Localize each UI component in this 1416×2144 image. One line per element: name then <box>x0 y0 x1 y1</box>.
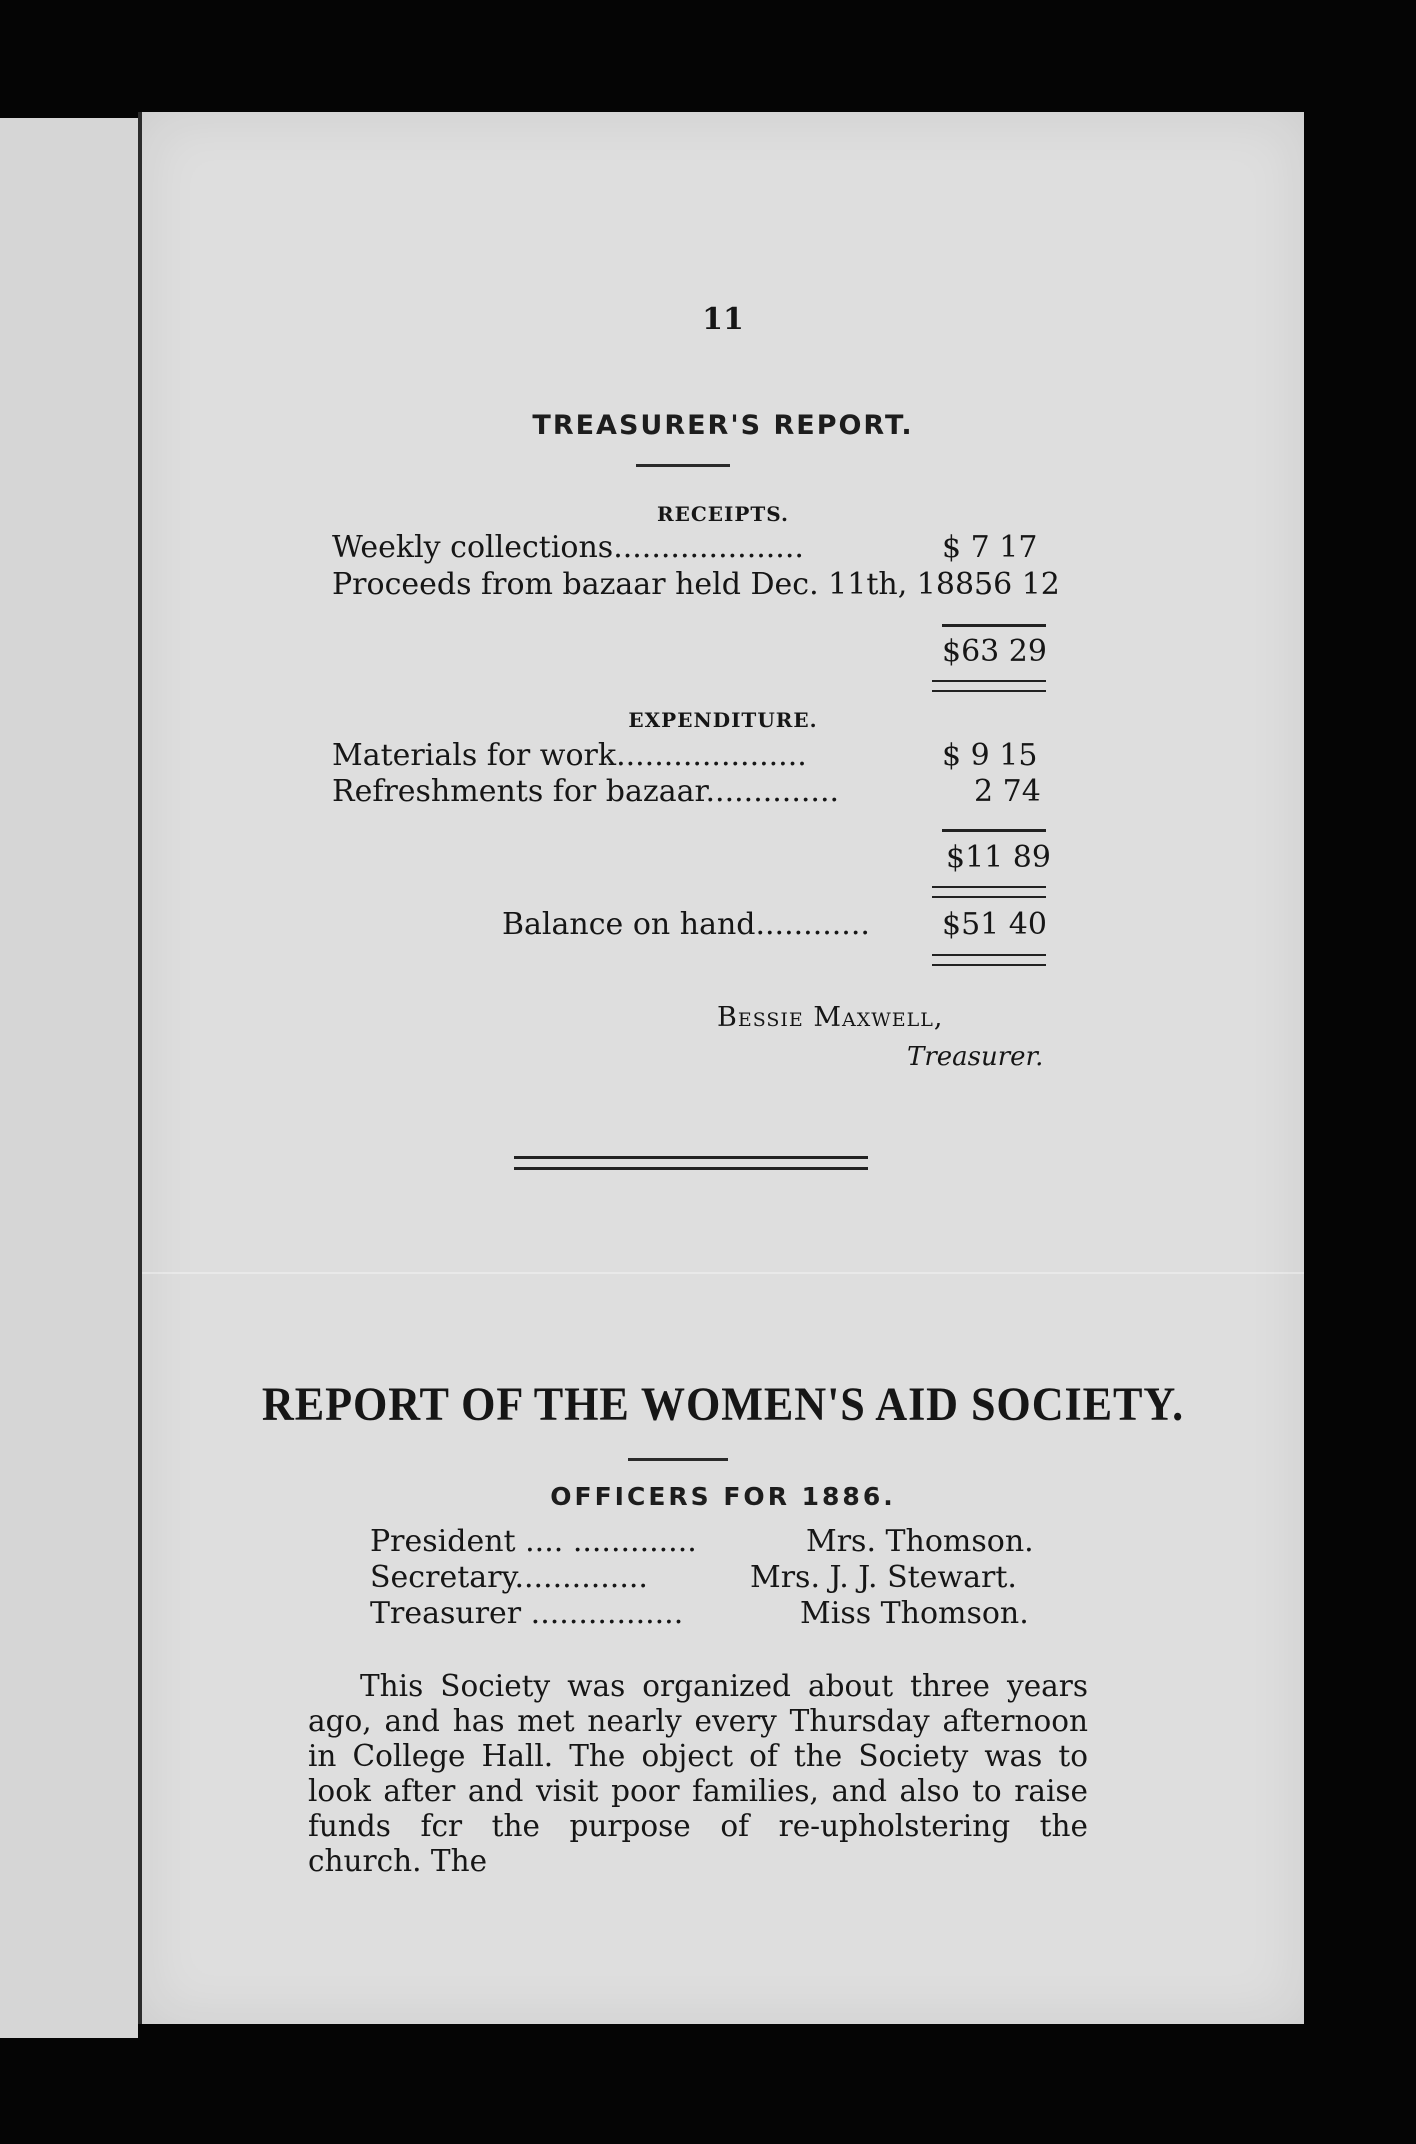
expenditure-label-refreshments: Refreshments for bazaar.............. <box>332 774 840 809</box>
expenditure-heading: EXPENDITURE. <box>628 708 818 732</box>
section-divider <box>514 1156 868 1170</box>
officer-label-president: President .... ............. <box>370 1524 697 1559</box>
expenditure-amount-refreshments: 2 74 <box>974 774 1041 809</box>
receipts-heading: RECEIPTS. <box>657 502 789 526</box>
balance-amount: $51 40 <box>942 907 1047 942</box>
expenditure-total-rule <box>932 886 1046 898</box>
document-page <box>138 112 1304 2024</box>
balance-rule <box>932 954 1046 966</box>
expenditure-sum-line <box>942 829 1046 832</box>
treasurer-signature-name: Bessie Maxwell, <box>717 1002 944 1033</box>
page-number: 11 <box>702 302 744 337</box>
receipts-total-rule <box>932 680 1046 692</box>
expenditure-label-materials: Materials for work.................... <box>332 738 807 773</box>
officer-label-secretary: Secretary.............. <box>370 1560 648 1595</box>
receipt-amount-bazaar: 56 12 <box>974 567 1060 602</box>
treasurer-report-title: TREASURER'S REPORT. <box>532 410 914 441</box>
officer-name-treasurer: Miss Thomson. <box>800 1596 1029 1631</box>
receipt-label-bazaar: Proceeds from bazaar held Dec. 11th, 1885 <box>332 567 994 602</box>
title-rule <box>636 464 730 467</box>
society-description <box>308 1669 1088 1879</box>
officer-label-treasurer: Treasurer ................ <box>370 1596 684 1631</box>
page-fold <box>142 1272 1304 1274</box>
officer-name-secretary: Mrs. J. J. Stewart. <box>750 1560 1017 1595</box>
receipt-amount-weekly: $ 7 17 <box>942 530 1038 565</box>
receipts-sum-line <box>942 624 1046 627</box>
womens-aid-report-title: REPORT OF THE WOMEN'S AID SOCIETY. <box>261 1378 1185 1431</box>
society-description-text: This Society was organized about three years ago, and has met nearly every Thursday afternoon in College Hall. The object of the Society was to look after and visit poor families, and also to raise funds fcr the purpose of re-upholstering the church. The <box>308 1669 1088 1878</box>
receipt-label-weekly: Weekly collections.................... <box>332 530 804 565</box>
report-title-rule <box>628 1458 728 1461</box>
treasurer-signature-role: Treasurer. <box>907 1042 1044 1072</box>
balance-label: Balance on hand............ <box>502 907 870 942</box>
expenditure-amount-materials: $ 9 15 <box>942 738 1038 773</box>
officers-heading: OFFICERS FOR 1886. <box>550 1482 896 1511</box>
previous-page-edge <box>0 118 138 2038</box>
officer-name-president: Mrs. Thomson. <box>806 1524 1034 1559</box>
expenditure-total: $11 89 <box>946 840 1051 875</box>
receipts-total: $63 29 <box>942 634 1047 669</box>
